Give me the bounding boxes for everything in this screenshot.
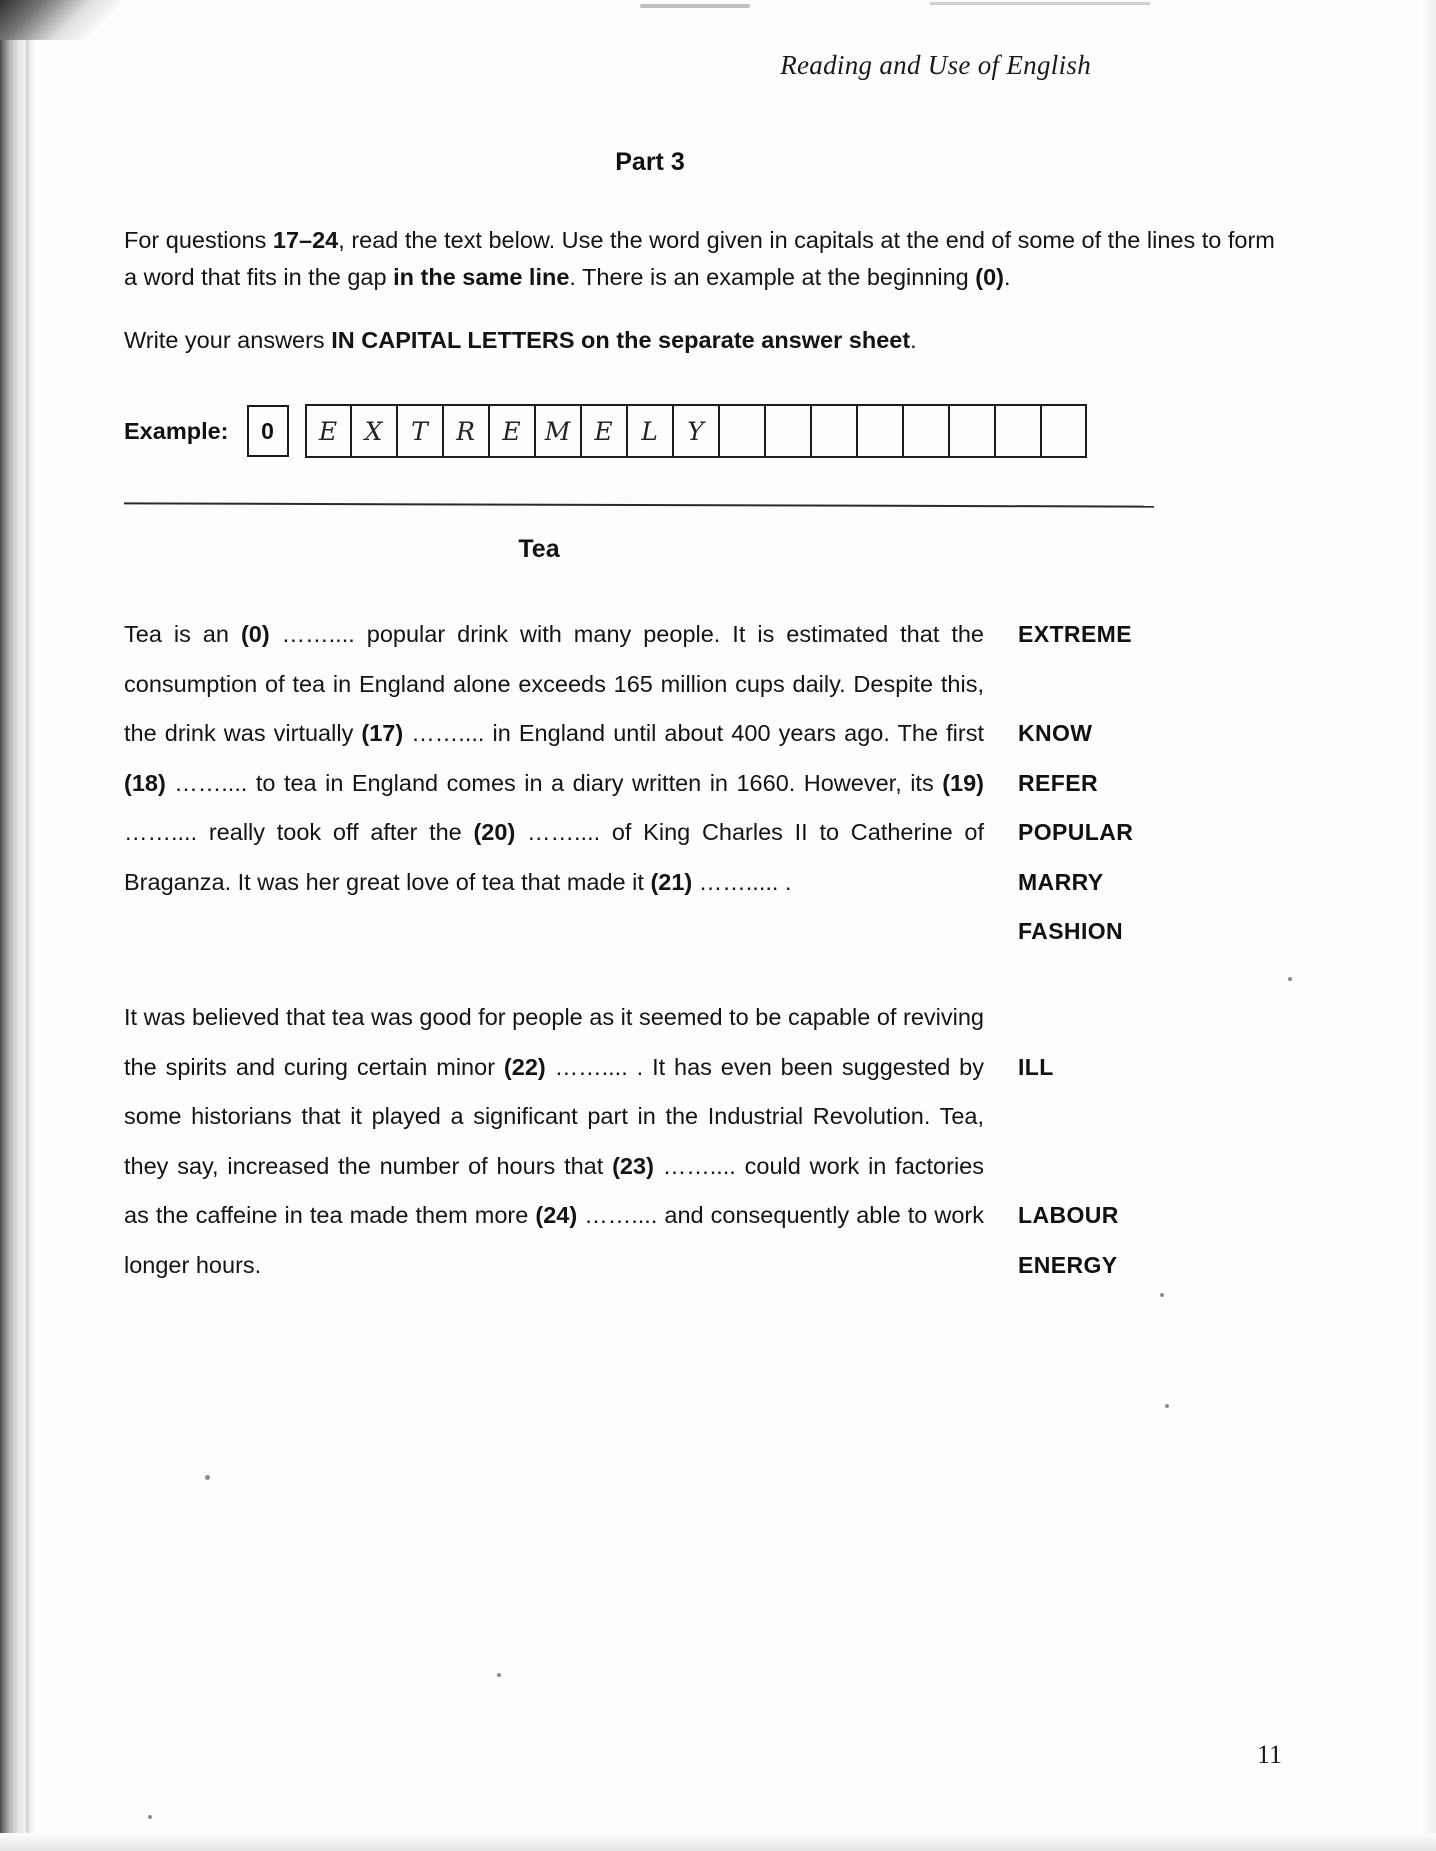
prompt-word: REFER [1018, 769, 1098, 796]
gap-dots-20: …….... [515, 819, 612, 845]
gap-dots-19: …….... [124, 819, 209, 845]
p2-seg3: could work in factories as the caffeine in tea made them more [124, 1152, 984, 1228]
instruction-paragraph-1 [124, 222, 1279, 296]
prompt-word: FASHION [1018, 918, 1124, 944]
prompt-word: ENERGY [1018, 1251, 1118, 1278]
instruction-text-c: , read the text below. Use the word given in capitals at the end of some of the lines to form a word that fits in the gap [124, 227, 1275, 290]
instruction-emphasis-same-line: in the same line [393, 264, 570, 290]
gap-marker-23: (23) [612, 1152, 654, 1179]
p1-seg1: Tea is an [124, 621, 241, 647]
answer-box[interactable]: Y [673, 404, 719, 458]
page-number: 11 [1256, 1740, 1282, 1769]
prompt-word: MARRY [1018, 868, 1104, 895]
answer-box[interactable]: L [627, 404, 673, 458]
p2-seg1: It was believed that tea was good for people as it seemed to be capable of reviving the spirits and curing certain minor [124, 1004, 984, 1080]
instruction-text-e: . There is an example at the beginning [569, 264, 976, 290]
p1-seg3: in England until about 400 years ago. The first [492, 720, 984, 746]
answer-box[interactable] [995, 404, 1041, 458]
cloze-paragraph-1 [124, 610, 984, 907]
prompt-word: POPULAR [1018, 819, 1134, 845]
example-row [124, 404, 1087, 458]
part-heading: Part 3 [615, 148, 685, 176]
example-label: Example: [124, 417, 229, 444]
answer-box[interactable] [857, 404, 903, 458]
gap-marker-18: (18) [124, 769, 166, 796]
gap-dots-23: …….... [653, 1152, 745, 1179]
instruction2-emphasis-capitals: IN CAPITAL LETTERS [331, 327, 575, 353]
gap-dots-0: …….... [269, 621, 367, 647]
answer-box[interactable]: E [305, 404, 351, 458]
gap-dots-21: ……..... . [692, 868, 792, 895]
prompt-word-spacer [1018, 1092, 1278, 1142]
gap-dots-24: …….... [577, 1202, 665, 1228]
gap-marker-0: (0) [240, 621, 270, 647]
p1-seg5: really took off after the [208, 819, 474, 845]
prompt-word: ILL [1018, 1053, 1054, 1080]
section-divider [124, 502, 1154, 507]
prompt-word: EXTREME [1018, 621, 1132, 647]
prompt-word-spacer [1018, 993, 1278, 1043]
instruction-paragraph-2 [124, 322, 1279, 359]
gap-marker-17: (17) [361, 720, 404, 746]
answer-box[interactable] [765, 404, 811, 458]
cloze-paragraph-2 [124, 993, 984, 1290]
gap-dots-17: …….... [403, 720, 493, 746]
answer-box[interactable]: R [443, 404, 489, 458]
gap-dots-22: …….... [545, 1053, 637, 1080]
instruction2-text-a: Write your answers [124, 327, 332, 353]
answer-box[interactable]: T [397, 404, 443, 458]
prompt-word-column-1 [1018, 610, 1278, 957]
prompt-word-column-2 [1018, 993, 1278, 1290]
example-question-number-box: 0 [247, 405, 289, 457]
instruction2-text-d: . [910, 327, 917, 353]
gap-marker-24: (24) [535, 1202, 578, 1228]
answer-box[interactable] [719, 404, 765, 458]
prompt-word: LABOUR [1018, 1202, 1119, 1228]
instruction-example-ref: (0) [975, 264, 1005, 290]
p1-seg6: of King Charles II to Catherine of Braganza. It was her great love of tea that made it [124, 819, 984, 895]
p2-seg4: and consequently able to work longer hours. [124, 1202, 984, 1278]
answer-box[interactable]: X [351, 404, 397, 458]
gap-marker-19: (19) [942, 769, 984, 796]
instruction-question-range: 17–24 [272, 227, 339, 253]
instruction-text-a: For questions [124, 227, 273, 253]
gap-dots-18: …….... [165, 769, 256, 796]
answer-box[interactable] [1041, 404, 1087, 458]
gap-marker-21: (21) [650, 868, 693, 895]
reading-text-title: Tea [518, 535, 560, 563]
gap-marker-22: (22) [503, 1053, 546, 1080]
example-answer-grid[interactable] [305, 404, 1087, 458]
answer-box[interactable]: M [535, 404, 581, 458]
answer-box[interactable]: E [581, 404, 627, 458]
answer-box[interactable] [949, 404, 995, 458]
prompt-word-spacer [1018, 660, 1278, 710]
p1-seg4: to tea in England comes in a diary written in 1660. However, its [255, 769, 943, 796]
gap-marker-20: (20) [473, 819, 516, 845]
running-header-title: Reading and Use of English [780, 50, 1091, 80]
answer-box[interactable]: E [489, 404, 535, 458]
p1-seg2: popular drink with many people. It is estimated that the consumption of tea in England alone exceeds 165 million cups daily. Despite this, the drink was virtually [124, 621, 984, 746]
instruction-text-g: . [1004, 264, 1011, 290]
p2-seg2: . It has even been suggested by some historians that it played a significant part in the Industrial Revolution. Tea, they say, increased the number of hours that [124, 1053, 984, 1179]
answer-box[interactable] [903, 404, 949, 458]
prompt-word-spacer [1018, 1142, 1278, 1192]
instruction2-emphasis-answer-sheet: on the separate answer sheet [574, 327, 911, 353]
prompt-word: KNOW [1018, 720, 1093, 746]
answer-box[interactable] [811, 404, 857, 458]
